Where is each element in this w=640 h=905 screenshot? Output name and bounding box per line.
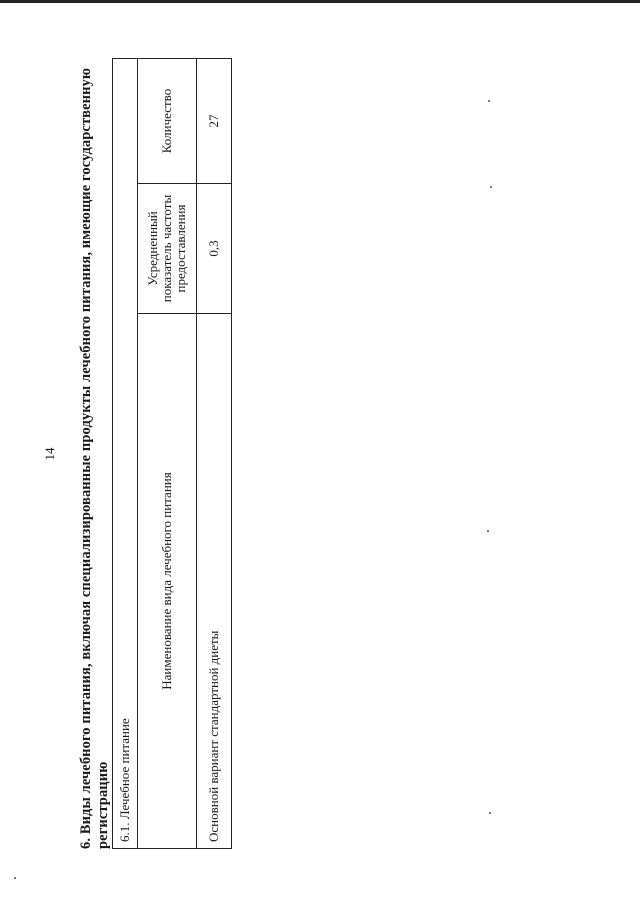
page-number: 14 bbox=[42, 447, 57, 461]
rotated-page-content bbox=[68, 49, 243, 849]
section-row bbox=[113, 58, 138, 848]
scan-speck bbox=[488, 100, 490, 102]
section-row-label: 6.1. Лечебное питание bbox=[113, 58, 138, 848]
scan-speck bbox=[14, 877, 16, 879]
header-frequency: Усредненный показатель частоты предоставления bbox=[138, 184, 197, 314]
cell-name: Основной вариант стандартной диеты bbox=[197, 314, 232, 849]
cell-frequency: 0,3 bbox=[197, 184, 232, 314]
scan-speck bbox=[487, 530, 489, 532]
header-name: Наименование вида лечебного питания bbox=[138, 314, 197, 849]
diet-table bbox=[112, 58, 232, 849]
cell-quantity: 27 bbox=[197, 58, 232, 183]
header-row bbox=[138, 58, 197, 848]
scan-speck bbox=[490, 186, 492, 188]
section-title: 6. Виды лечебного питания, включая специализированные продукты лечебного питания, имеющие государственную регистрацию bbox=[78, 67, 111, 849]
scan-edge bbox=[0, 0, 640, 3]
header-quantity: Количество bbox=[138, 58, 197, 183]
table-row bbox=[197, 58, 232, 848]
scan-speck bbox=[489, 812, 491, 814]
